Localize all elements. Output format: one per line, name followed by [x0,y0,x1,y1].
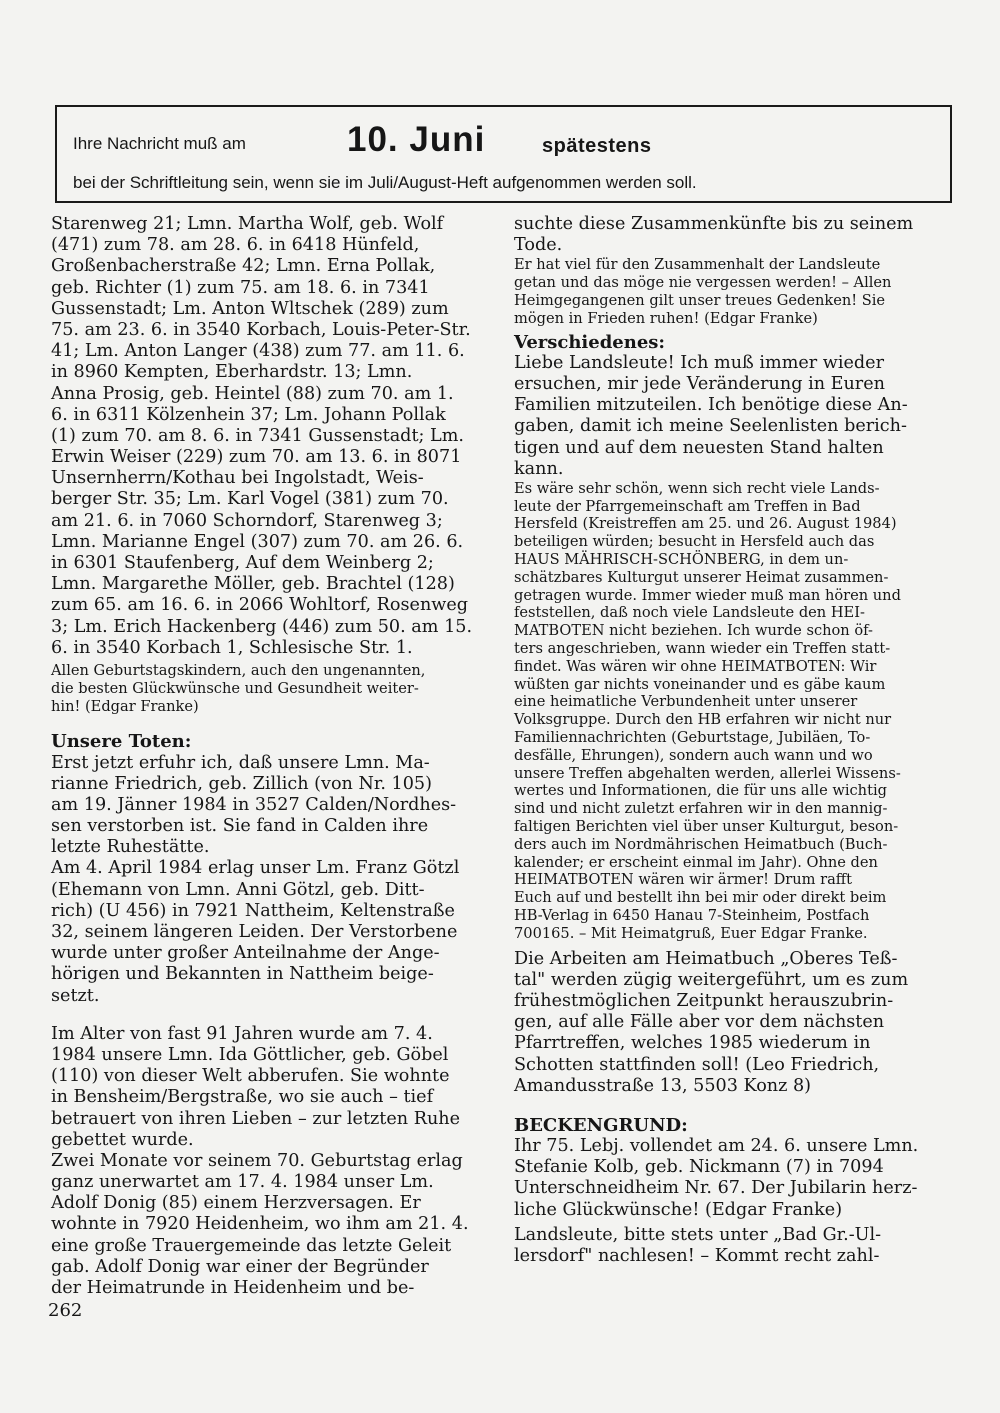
text-line: Allen Geburtstagskindern, auch den ungenannten, [51,661,426,679]
text-line: 75. am 23. 6. in 3540 Korbach, Louis-Peter-Str. [51,319,471,340]
text-line: HB-Verlag in 6450 Hanau 7-Steinheim, Postfach [514,907,870,924]
obituary-goettlicher [51,1024,491,1151]
text-line: 700165. – Mit Heimatgruß, Euer Edgar Franke. [514,924,868,942]
text-line: Unsernherrn/Kothau bei Ingolstadt, Weis- [51,468,424,489]
text-line: leute der Pfarrgemeinschaft am Treffen in Bad [514,497,861,515]
text-line: wohnte in 7920 Heidenheim, wo ihm am 21. 4. [51,1214,469,1235]
text-line: Gussenstadt; Lm. Anton Wltschek (289) zum [51,298,449,319]
text-line: (471) zum 78. am 28. 6. in 6418 Hünfeld, [51,235,420,256]
text-line: rianne Friedrich, geb. Zillich (von Nr. 105) [51,773,432,794]
text-line: MATBOTEN nicht beziehen. Ich wurde schon öf- [514,622,873,640]
text-line: (Ehemann von Lmn. Anni Götzl, geb. Ditt- [51,879,425,900]
text-line: ters angeschrieben, wann wieder ein Treffen statt- [514,640,891,658]
heading-verschiedenes: Verschiedenes: [514,331,666,353]
text-line: schätzbares Kulturgut unserer Heimat zusammen- [514,568,889,586]
text-line: Schotten stattfinden soll! (Leo Friedrich, [514,1054,880,1075]
text-line: Unterschneidheim Nr. 67. Der Jubilarin herz- [514,1178,918,1199]
text-line: Volksgruppe. Durch den HB erfahren wir nicht nur [514,711,892,729]
text-line: die besten Glückwünsche und Gesundheit weiter- [51,679,419,697]
text-line: 6. in 3540 Korbach 1, Schlesische Str. 1. [51,637,413,658]
text-line: in Bensheim/Bergstraße, wo sie auch – tief [51,1087,434,1108]
notice-date: 10. Juni [347,120,486,159]
text-line: wüßten gar nichts voneinander und es gäbe kaum [514,675,886,693]
text-line: kann. [514,458,564,479]
text-line: ganz unerwartet am 17. 4. 1984 unser Lm. [51,1172,434,1193]
text-line: 41; Lm. Anton Langer (438) zum 77. am 11. 6. [51,341,465,362]
deadline-notice-box [55,105,952,203]
text-line: hörigen und Bekannten in Nattheim beige- [51,964,434,985]
text-line: Lmn. Marianne Engel (307) zum 70. am 26. 6. [51,531,464,552]
text-line: frühestmöglichen Zeitpunkt herauszubrin- [514,990,894,1011]
text-line: setzt. [51,985,100,1006]
text-line: unsere Treffen abgehalten werden, allerlei Wissens- [514,764,901,782]
text-line: feststellen, daß noch viele Landsleute den HEI- [514,604,865,622]
text-line: mögen in Frieden ruhen! (Edgar Franke) [514,309,818,327]
text-line: 6. in 6311 Kölzenhein 37; Lm. Johann Pollak [51,404,446,425]
text-line: Pfarrtreffen, welches 1985 wiederum in [514,1033,871,1054]
text-line: Im Alter von fast 91 Jahren wurde am 7. 4. [51,1023,433,1044]
text-line: in 8960 Kempten, Eberhardstr. 13; Lmn. [51,362,413,383]
text-line: getragen wurde. Immer wieder muß man hören und [514,586,901,604]
donig-continuation [514,214,954,256]
birthday-greeting [51,662,491,715]
text-line: Erst jetzt erfuhr ich, daß unsere Lmn. Ma- [51,752,430,773]
text-line: (110) von dieser Welt abberufen. Sie wohnte [51,1066,450,1087]
hersfeld-paragraph [514,480,954,943]
heimatbuch-paragraph [514,949,954,1097]
left-column [51,214,491,1299]
text-line: Starenweg 21; Lmn. Martha Wolf, geb. Wolf [51,214,444,234]
text-line: Tode. [514,235,563,256]
text-line: Stefanie Kolb, geb. Nickmann (7) in 7094 [514,1157,884,1178]
text-line: findet. Was wären wir ohne HEIMATBOTEN: Wir [514,657,877,675]
heading-unsere-toten: Unsere Toten: [51,731,192,753]
text-line: Hersfeld (Kreistreffen am 25. und 26. August 1984) [514,515,897,533]
text-line: am 21. 6. in 7060 Schorndorf, Starenweg 3; [51,510,443,531]
text-line: Anna Prosig, geb. Heintel (88) zum 70. am 1. [51,383,454,404]
text-line: Lmn. Margarethe Möller, geb. Brachtel (128) [51,574,455,595]
notice-suffix: spätestens [542,135,652,157]
text-line: ersuchen, mir jede Veränderung in Euren [514,373,885,394]
text-line: Liebe Landsleute! Ich muß immer wieder [514,352,884,373]
obituary-goetzl [51,858,491,1006]
text-line: betrauert von ihren Lieben – zur letzten Ruhe [51,1108,461,1129]
text-line: suchte diese Zusammenkünfte bis zu seinem [514,214,914,234]
text-line: tal" werden zügig weitergeführt, um es zum [514,969,909,990]
beckengrund-paragraph [514,1136,954,1221]
text-line: sen verstorben ist. Sie fand in Calden ihre [51,816,429,837]
notice-prefix: Ihre Nachricht muß am [73,134,246,153]
text-line: eine große Trauergemeinde das letzte Geleit [51,1235,452,1256]
text-line: Ihr 75. Lebj. vollendet am 24. 6. unsere Lmn. [514,1136,919,1157]
text-line: Landsleute, bitte stets unter „Bad Gr.-Ul- [514,1224,882,1245]
text-line: HAUS MÄHRISCH-SCHÖNBERG, in dem un- [514,551,849,569]
text-line: Familiennachrichten (Geburtstage, Jubiläen, To- [514,729,871,747]
text-line: Euch auf und bestellt ihn bei mir oder direkt beim [514,889,887,907]
obituary-donig [51,1151,491,1299]
text-line: sind und nicht zuletzt erfahren wir in den mannig- [514,800,888,818]
text-line: Amandusstraße 13, 5503 Konz 8) [514,1075,812,1096]
text-line: gab. Adolf Donig war einer der Begründer [51,1256,429,1277]
notice-line-2: bei der Schriftleitung sein, wenn sie im Juli/August-Heft aufgenommen werden soll. [73,173,697,192]
text-line: Adolf Donig (85) einem Herzversagen. Er [51,1193,421,1214]
text-line: wurde unter großer Anteilnahme der Ange- [51,943,440,964]
text-line: 3; Lm. Erich Hackenberg (446) zum 50. am 15. [51,616,473,637]
text-line: hin! (Edgar Franke) [51,697,199,715]
text-line: gebettet wurde. [51,1129,194,1150]
birthday-paragraph [51,214,491,659]
text-line: desfälle, Ehrungen), sondern auch wann und wo [514,746,873,764]
text-line: berger Str. 35; Lm. Karl Vogel (381) zum 70. [51,489,449,510]
text-line: tigen und auf dem neuesten Stand halten [514,437,884,458]
text-line: Zwei Monate vor seinem 70. Geburtstag erlag [51,1150,463,1171]
text-line: geb. Richter (1) zum 75. am 18. 6. in 7341 [51,277,430,298]
text-line: Familien mitzuteilen. Ich benötige diese An- [514,395,908,416]
text-line: Am 4. April 1984 erlag unser Lm. Franz Götzl [51,858,460,879]
text-line: am 19. Jänner 1984 in 3527 Calden/Nordhes- [51,794,457,815]
text-line: getan und das möge nie vergessen werden! – Allen [514,274,892,292]
text-line: lersdorf" nachlesen! – Kommt recht zahl- [514,1246,880,1267]
text-line: rich) (U 456) in 7921 Nattheim, Keltenstraße [51,900,455,921]
text-line: gen, auf alle Fälle aber vor dem nächsten [514,1012,885,1033]
text-line: der Heimatrunde in Heidenheim und be- [51,1278,415,1299]
page-number: 262 [48,1300,83,1321]
text-line: liche Glückwünsche! (Edgar Franke) [514,1199,843,1220]
text-line: 32, seinem längeren Leiden. Der Verstorbene [51,922,458,943]
text-line: Er hat viel für den Zusammenhalt der Landsleute [514,256,881,274]
heading-beckengrund: BECKENGRUND: [514,1114,688,1136]
text-line: (1) zum 70. am 8. 6. in 7341 Gussenstadt; Lm. [51,425,464,446]
obituary-friedrich [51,753,491,859]
text-line: ders auch im Nordmährischen Heimatbuch (Buch- [514,835,888,853]
text-line: gaben, damit ich meine Seelenlisten berich- [514,416,907,437]
text-line: 1984 unsere Lmn. Ida Göttlicher, geb. Göbel [51,1044,449,1065]
text-line: wertes und Informationen, die für uns alle wichtig [514,782,887,800]
text-line: Erwin Weiser (229) zum 70. am 13. 6. in 8071 [51,447,462,468]
text-line: faltigen Berichten viel über unser Kulturgut, beson- [514,818,899,836]
text-line: Heimgegangenen gilt unser treues Gedenken! Sie [514,291,886,309]
text-line: zum 65. am 16. 6. in 2066 Wohltorf, Rosenweg [51,595,469,616]
text-line: letzte Ruhestätte. [51,837,210,858]
text-line: eine heimatliche Verbundenheit unter unserer [514,693,858,711]
text-line: Großenbacherstraße 42; Lmn. Erna Pollak, [51,256,436,277]
text-line: HEIMATBOTEN wären wir ärmer! Drum rafft [514,871,853,889]
text-line: kalender; er erscheint einmal im Jahr). Ohne den [514,853,878,871]
text-line: Die Arbeiten am Heimatbuch „Oberes Teß- [514,948,898,969]
text-line: in 6301 Staufenberg, Auf dem Weinberg 2; [51,553,434,573]
appeal-paragraph [514,353,954,480]
right-column [514,214,954,1267]
closing-paragraph [514,1225,954,1267]
memorial-note [514,256,954,327]
text-line: beteiligen würden; besucht in Hersfeld auch das [514,533,875,551]
text-line: Es wäre sehr schön, wenn sich recht viele Lands- [514,479,880,497]
